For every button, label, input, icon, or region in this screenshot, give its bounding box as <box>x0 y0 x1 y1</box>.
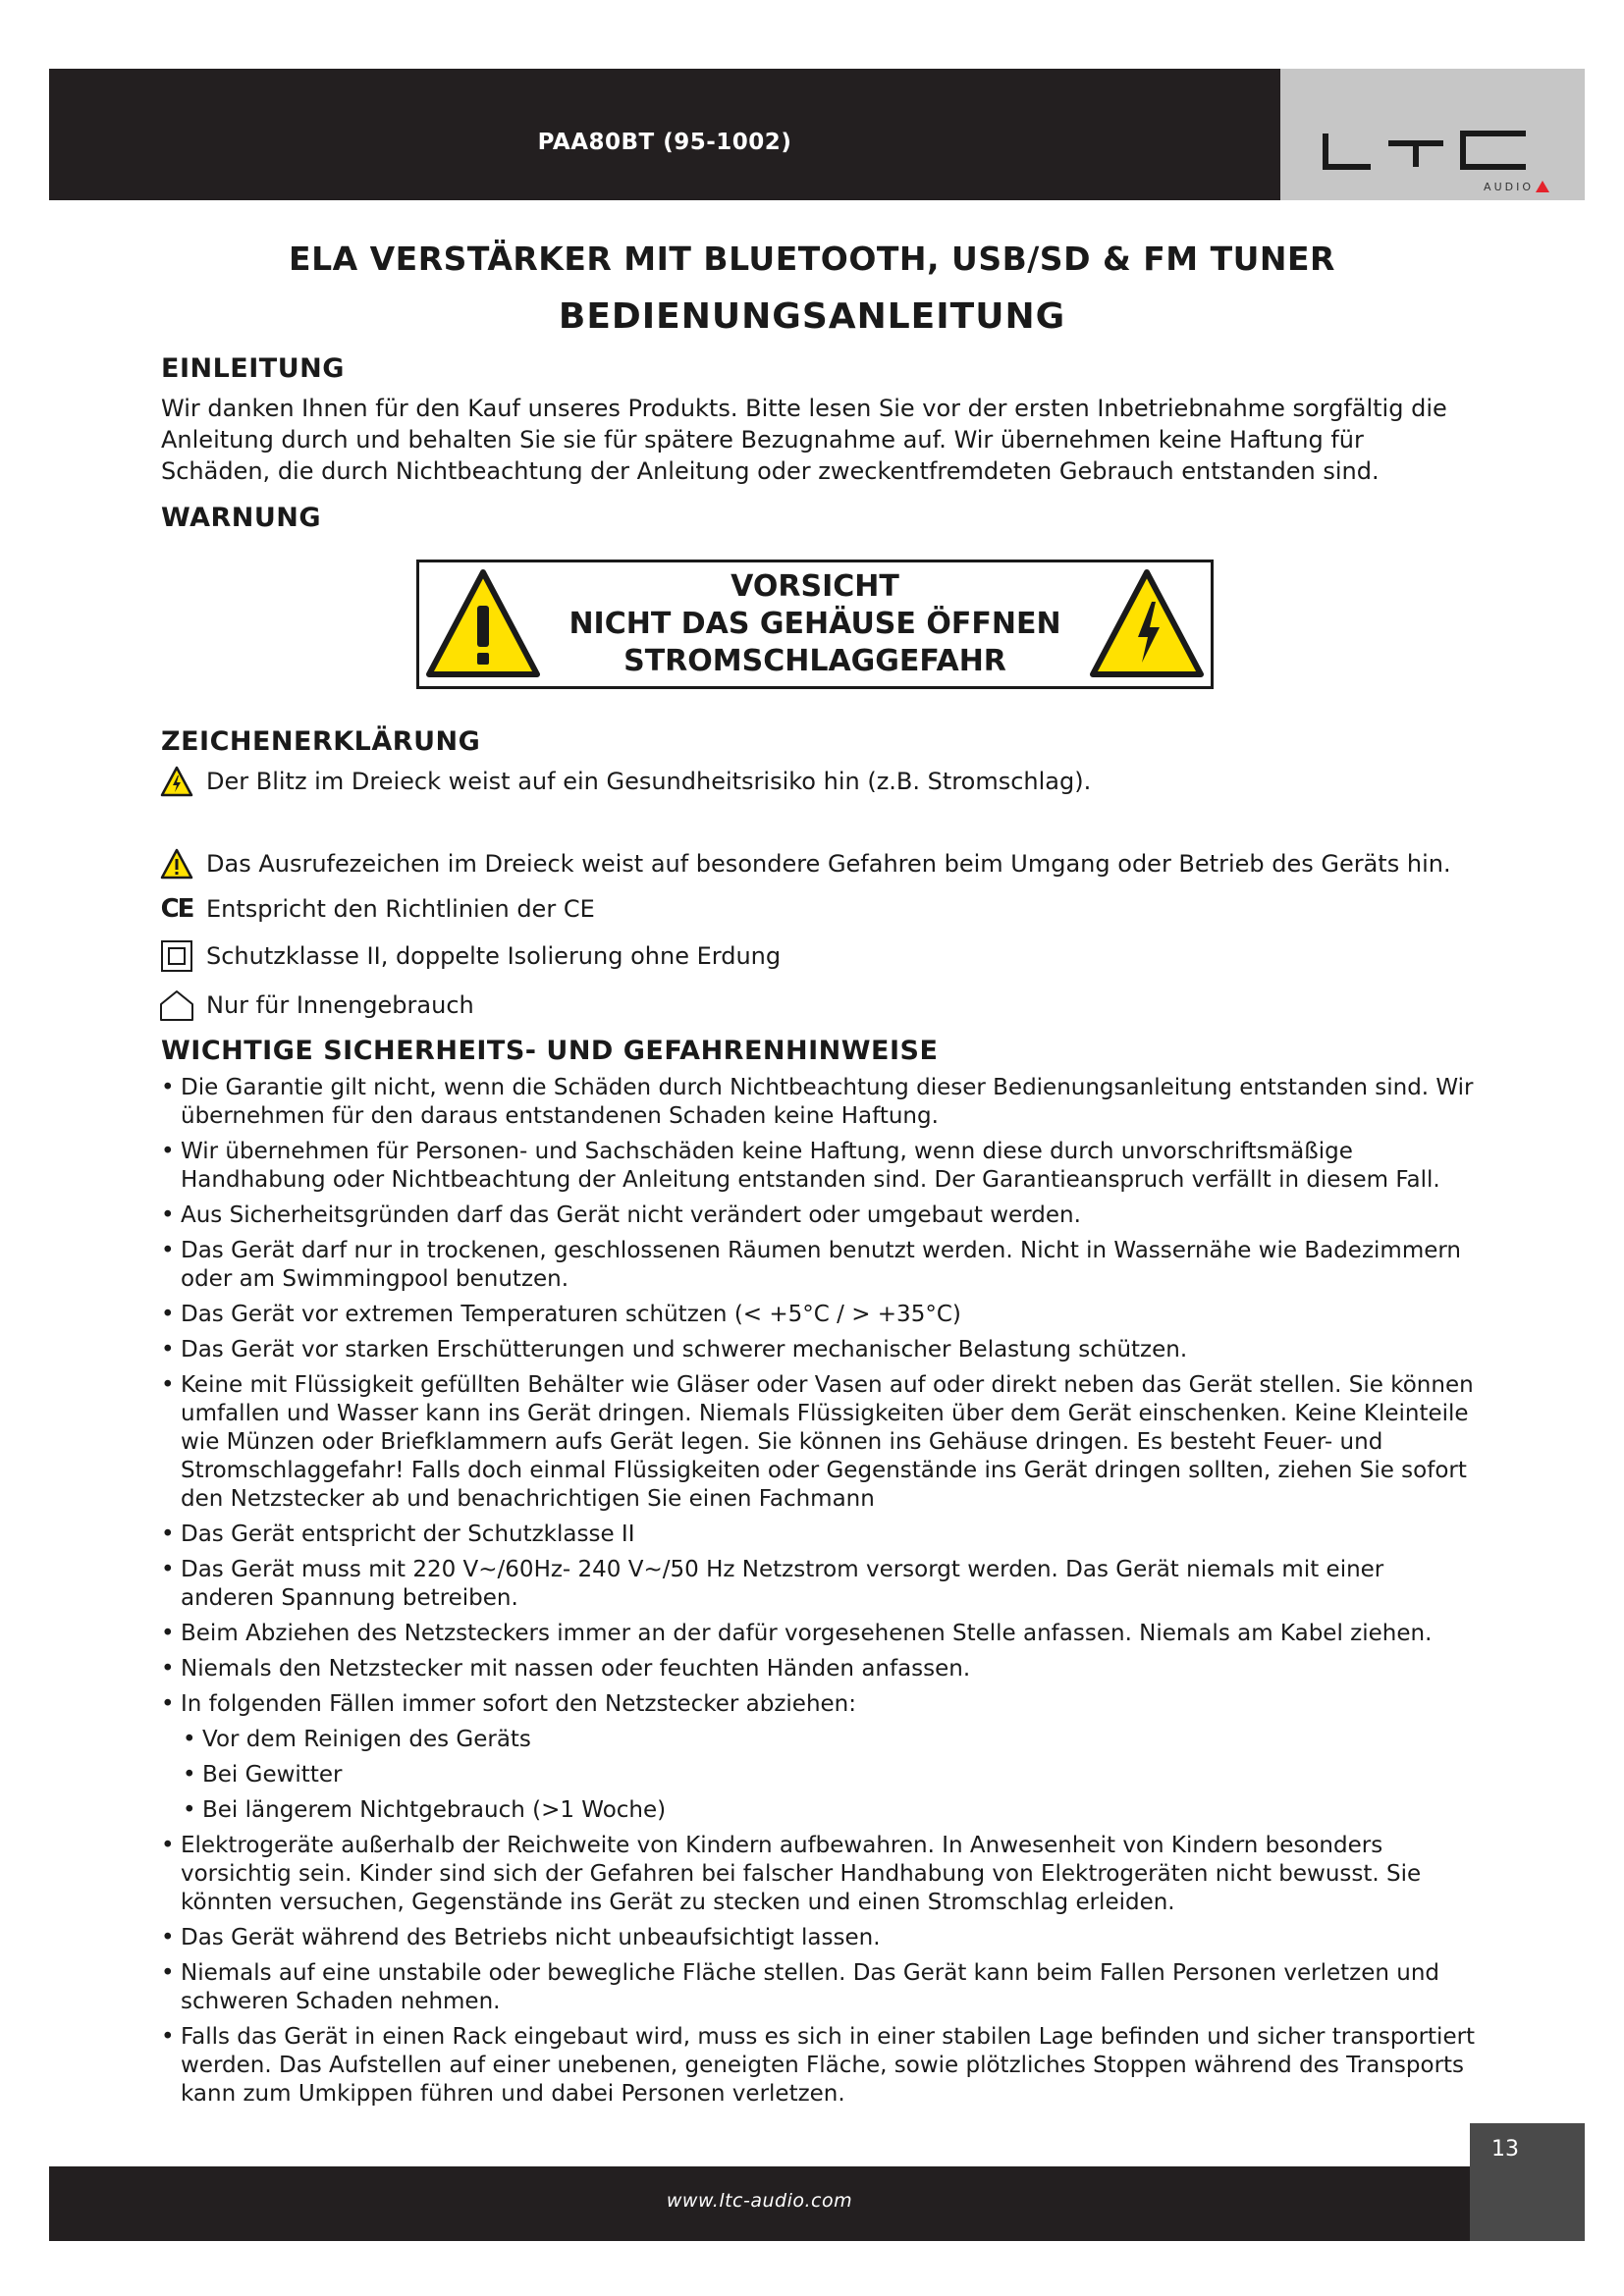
brand-logo <box>1280 69 1585 200</box>
symbol-indoor-row <box>157 986 474 1025</box>
warning-box <box>416 560 1214 689</box>
list-subitem: • Bei Gewitter <box>183 1761 1477 1789</box>
warning-heading: WARNUNG <box>161 503 322 533</box>
intro-heading: EINLEITUNG <box>161 353 345 384</box>
logo-subtitle: AUDIO <box>1484 181 1534 193</box>
warning-line-3: STROMSCHLAGGEFAHR <box>623 644 1006 678</box>
list-subitem: • Bei längerem Nichtgebrauch (>1 Woche) <box>183 1796 1477 1825</box>
list-item: • Niemals den Netzstecker mit nassen oder feuchten Händen anfassen. <box>161 1655 1477 1683</box>
website-link[interactable]: www.ltc-audio.com <box>666 2190 853 2212</box>
house-icon <box>157 986 196 1025</box>
list-item: • Das Gerät entspricht der Schutzklasse II <box>161 1521 1477 1549</box>
list-item: • Wir übernehmen für Personen- und Sachschäden keine Haftung, wenn diese durch unvorschriftsmäßige Handhabung oder Nichtbeachtung der Anleitung entstanden sind. Der Garantieanspruch verfällt in diesem Fall. <box>161 1138 1477 1195</box>
logo-triangle-icon <box>1536 181 1549 192</box>
list-item: • Aus Sicherheitsgründen darf das Gerät nicht verändert oder umgebaut werden. <box>161 1201 1477 1230</box>
symbol-lightning-text: Der Blitz im Dreieck weist auf ein Gesundheitsrisiko hin (z.B. Stromschlag). <box>206 768 1092 795</box>
list-item: • Das Gerät darf nur in trockenen, geschlossenen Räumen benutzt werden. Nicht in Wassernähe wie Badezimmern oder am Swimmingpool benutzen. <box>161 1237 1477 1294</box>
symbol-ce-row <box>157 889 595 929</box>
symbol-lightning-row <box>157 762 1091 801</box>
exclamation-warning-icon <box>425 566 541 682</box>
symbol-exclamation-text: Das Ausrufezeichen im Dreieck weist auf besondere Gefahren beim Umgang oder Betrieb des Geräts hin. <box>206 850 1451 878</box>
model-number: PAA80BT (95-1002) <box>537 130 792 155</box>
safety-list <box>161 1074 1477 2115</box>
header-bar <box>49 69 1280 200</box>
ltc-logo-icon <box>1320 130 1536 173</box>
list-item: • Das Gerät während des Betriebs nicht unbeaufsichtigt lassen. <box>161 1924 1477 1952</box>
list-item: • Keine mit Flüssigkeit gefüllten Behälter wie Gläser oder Vasen auf oder direkt neben das Gerät stellen. Sie können umfallen und Wasser kann ins Gerät dringen. Niemals Flüssigkeiten über dem Gerät einschenken. Keine Kleinteile wie Münzen oder Briefklammern aufs Gerät legen. Sie können ins Gehäuse dringen. Es besteht Feuer- und Stromschlaggefahr! Falls doch einmal Flüssigkeiten oder Gegenstände ins Gerät dringen sollten, ziehen Sie sofort den Netzstecker ab und benachrichtigen Sie einen Fachmann <box>161 1371 1477 1514</box>
page-number-box <box>1470 2123 1585 2241</box>
symbol-exclamation-row <box>157 844 1451 883</box>
list-item: • Beim Abziehen des Netzsteckers immer an der dafür vorgesehenen Stelle anfassen. Niemals am Kabel ziehen. <box>161 1620 1477 1648</box>
symbol-ce-text: Entspricht den Richtlinien der CE <box>206 895 595 923</box>
list-item: • Das Gerät vor starken Erschütterungen und schwerer mechanischer Belastung schützen. <box>161 1336 1477 1364</box>
footer-bar <box>49 2166 1470 2241</box>
ce-mark-icon: CE <box>160 894 193 924</box>
list-item: • Das Gerät vor extremen Temperaturen schützen (< +5°C / > +35°C) <box>161 1301 1477 1329</box>
list-item: • Falls das Gerät in einen Rack eingebaut wird, muss es sich in einer stabilen Lage befinden und sicher transportiert werden. Das Aufstellen auf einer unebenen, geneigten Fläche, sowie plötzliches Stoppen während des Transports kann zum Umkippen führen und dabei Personen verletzen. <box>161 2023 1477 2109</box>
warning-line-2: NICHT DAS GEHÄUSE ÖFFNEN <box>568 607 1061 641</box>
list-subitem: • Vor dem Reinigen des Geräts <box>183 1726 1477 1754</box>
manual-title: BEDIENUNGSANLEITUNG <box>558 296 1066 337</box>
intro-text: Wir danken Ihnen für den Kauf unseres Produkts. Bitte lesen Sie vor der ersten Inbetriebnahme sorgfältig die Anleitung durch und behalten Sie sie für spätere Bezugnahme auf. Wir übernehmen keine Haftung für Schäden, die durch Nichtbeachtung der Anleitung oder zweckentfremdeten Gebrauch entstanden sind. <box>161 395 1447 485</box>
page-number: 13 <box>1491 2137 1519 2162</box>
symbol-class2-text: Schutzklasse II, doppelte Isolierung ohne Erdung <box>206 942 782 970</box>
list-item: • In folgenden Fällen immer sofort den Netzstecker abziehen: <box>161 1690 1477 1719</box>
list-item: • Das Gerät muss mit 220 V~/60Hz- 240 V~/50 Hz Netzstrom versorgt werden. Das Gerät niemals mit einer anderen Spannung betreiben. <box>161 1556 1477 1613</box>
symbol-class2-row <box>157 936 781 976</box>
symbol-indoor-text: Nur für Innengebrauch <box>206 991 474 1019</box>
double-square-icon <box>157 936 196 976</box>
list-item: • Niemals auf eine unstabile oder bewegliche Fläche stellen. Das Gerät kann beim Fallen Personen verletzen und schweren Schaden nehmen. <box>161 1959 1477 2016</box>
list-item: • Die Garantie gilt nicht, wenn die Schäden durch Nichtbeachtung dieser Bedienungsanleitung entstanden sind. Wir übernehmen für den daraus entstandenen Schaden keine Haftung. <box>161 1074 1477 1131</box>
lightning-triangle-icon <box>157 762 196 801</box>
warning-line-1: VORSICHT <box>731 569 899 604</box>
lightning-warning-icon <box>1089 566 1205 682</box>
symbols-heading: ZEICHENERKLÄRUNG <box>161 726 481 757</box>
list-item: • Elektrogeräte außerhalb der Reichweite von Kindern aufbewahren. In Anwesenheit von Kindern besonders vorsichtig sein. Kinder sind sich der Gefahren bei falscher Handhabung von Elektrogeräten nicht bewusst. Sie könnten versuchen, Gegenstände ins Gerät zu stecken und einen Stromschlag erleiden. <box>161 1832 1477 1917</box>
safety-heading: WICHTIGE SICHERHEITS- UND GEFAHRENHINWEISE <box>161 1036 939 1066</box>
product-title: ELA VERSTÄRKER MIT BLUETOOTH, USB/SD & FM TUNER <box>289 240 1335 278</box>
exclamation-triangle-icon <box>157 844 196 883</box>
